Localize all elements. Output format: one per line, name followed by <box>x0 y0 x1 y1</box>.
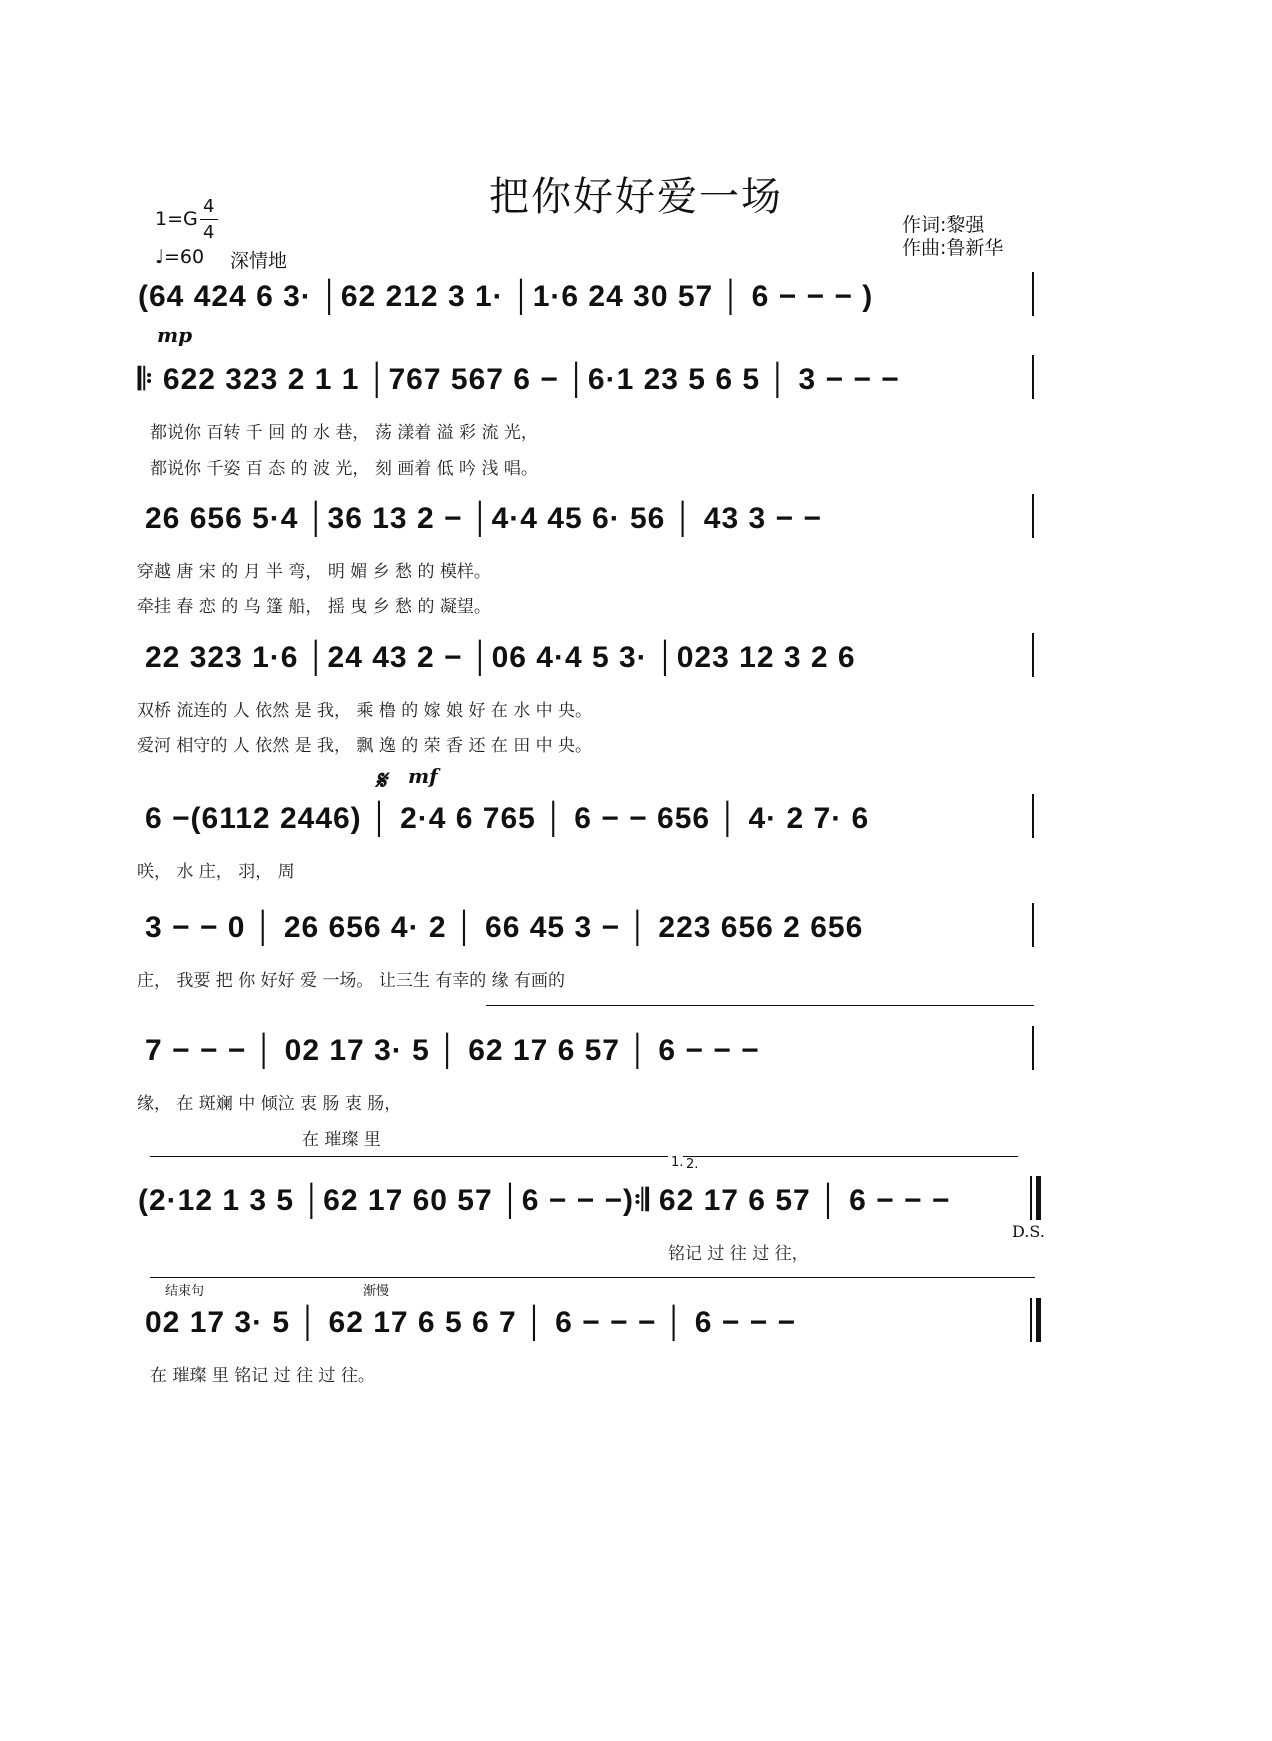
final-barline <box>1036 1298 1041 1342</box>
barline <box>1032 633 1034 677</box>
score-row-2: 𝄆 622 323 2 1 1 │767 567 6 − │6·1 23 5 6 5 │ 3 − − − <box>138 363 900 396</box>
volta-2-label: 2. <box>686 1157 699 1172</box>
score-row-1: (64 424 6 3· │62 212 3 1· │1·6 24 30 57 │ 6 − − − ) <box>138 280 874 313</box>
barline <box>1032 903 1034 947</box>
dynamic-mp: mp <box>157 323 193 347</box>
volta-bracket-line <box>486 1005 1034 1006</box>
volta-1-label: 1. <box>671 1155 684 1170</box>
page-title: 把你好好爱一场 <box>489 174 783 220</box>
barline <box>1030 1176 1032 1220</box>
lyricist-credit: 作词:黎强 <box>902 214 985 236</box>
barline <box>1032 355 1034 399</box>
score-row-9: 02 17 3· 5 │ 62 17 6 5 6 7 │ 6 − − − │ 6 − − − <box>145 1306 797 1339</box>
lyric-row-2-verse-2: 都说你 千姿 百 态 的 波 光， 刻 画着 低 吟 浅 唱。 <box>150 459 538 479</box>
final-barline <box>1036 1176 1041 1220</box>
time-signature-bottom: 4 <box>203 222 215 243</box>
ending-bracket-line <box>150 1277 1035 1278</box>
dal-segno-mark: D.S. <box>1012 1222 1045 1241</box>
barline <box>1032 794 1034 838</box>
key-signature: 1=G <box>155 208 198 230</box>
barline <box>1030 1298 1032 1342</box>
time-signature-line <box>200 219 218 220</box>
lyric-row-5: 咲， 水 庄， 羽， 周 <box>137 862 295 882</box>
score-row-4: 22 323 1·6 │24 43 2 − │06 4·4 5 3· │023 12 3 2 6 <box>145 641 856 674</box>
time-signature-top: 4 <box>203 196 215 217</box>
lyric-row-8: 铭记 过 往 过 往， <box>668 1244 809 1264</box>
score-row-3: 26 656 5·4 │36 13 2 − │4·4 45 6· 56 │ 43 3 − − <box>145 502 822 535</box>
segno-sign: 𝄋 <box>375 766 387 796</box>
lyric-row-2-verse-1: 都说你 百转 千 回 的 水 巷， 荡 漾着 溢 彩 流 光， <box>150 423 538 443</box>
dynamic-mf: mf <box>408 764 438 788</box>
lyric-row-4-verse-1: 双桥 流连的 人 依然 是 我， 乘 橹 的 嫁 娘 好 在 水 中 央。 <box>137 701 593 721</box>
volta-2-line <box>683 1156 1018 1157</box>
score-row-5: 6 −(6112 2446) │ 2·4 6 765 │ 6 − − 656 │ 4· 2 7· 6 <box>145 802 870 835</box>
barline <box>1032 1026 1034 1070</box>
expression-mark: 深情地 <box>230 250 288 272</box>
score-row-6: 3 − − 0 │ 26 656 4· 2 │ 66 45 3 − │ 223 656 2 656 <box>145 911 864 944</box>
composer-credit: 作曲:鲁新华 <box>902 237 1004 259</box>
score-row-8: (2·12 1 3 5 │62 17 60 57 │6 − − −)𝄇 62 17 6 57 │ 6 − − − <box>138 1184 951 1217</box>
lyric-row-4-verse-2: 爱河 相守的 人 依然 是 我， 飘 逸 的 荣 香 还 在 田 中 央。 <box>137 736 593 756</box>
volta-1-line <box>150 1156 668 1157</box>
lyric-row-6: 庄， 我要 把 你 好好 爱 一场。 让三生 有幸的 缘 有画的 <box>137 971 566 991</box>
barline <box>1032 272 1034 316</box>
tempo-mark: ♩=60 <box>155 246 205 268</box>
score-row-7: 7 − − − │ 02 17 3· 5 │ 62 17 6 57 │ 6 − − − <box>145 1034 760 1067</box>
lyric-row-7-verse-2: 在 璀璨 里 <box>302 1130 381 1150</box>
lyric-row-3-verse-1: 穿越 唐 宋 的 月 半 弯， 明 媚 乡 愁 的 模样。 <box>137 562 491 582</box>
tempo-change-label: 渐慢 <box>363 1284 390 1299</box>
barline <box>1032 494 1034 538</box>
lyric-row-3-verse-2: 牵挂 春 恋 的 乌 篷 船， 摇 曳 乡 愁 的 凝望。 <box>137 597 491 617</box>
lyric-row-9: 在 璀璨 里 铭记 过 往 过 往。 <box>150 1366 375 1386</box>
ending-label: 结束句 <box>165 1284 205 1299</box>
lyric-row-7-verse-1: 缘， 在 斑斓 中 倾泣 衷 肠 衷 肠， <box>137 1094 402 1114</box>
